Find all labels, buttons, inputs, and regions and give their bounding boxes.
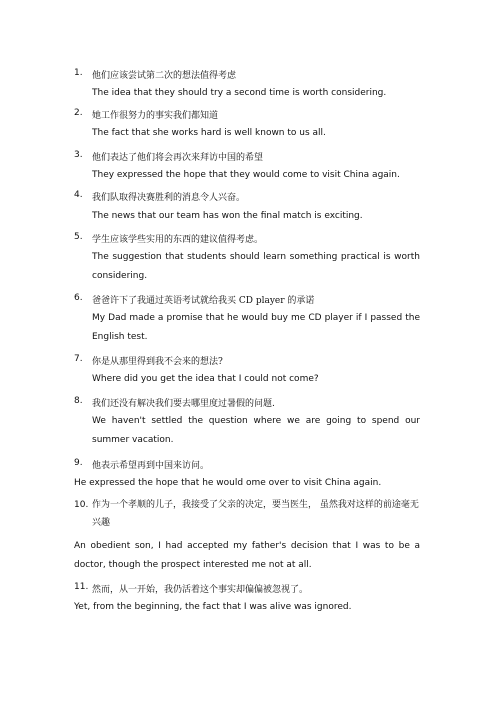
chinese-sentence: 你是从那里得到我不会来的想法?: [92, 357, 223, 367]
chinese-sentence: 然而，从一开始，我仍活着这个事实却偏偏被忽视了。: [92, 585, 309, 595]
item-number: 2.: [74, 108, 83, 118]
item-number: 11.: [74, 582, 89, 592]
chinese-sentence: 他表示希望再到中国来访问。: [92, 461, 210, 471]
english-sentence: The idea that they should try a second time is worth considering.: [92, 88, 387, 98]
english-sentence: The fact that she works hard is well known to us all.: [92, 128, 326, 138]
item-number: 10.: [74, 500, 89, 510]
item-number: 7.: [74, 354, 83, 364]
chinese-sentence: 爸爸许下了我通过英语考试就给我买 CD player 的承诺: [92, 296, 315, 306]
chinese-sentence: 他们应该尝试第二次的想法值得考虑: [92, 71, 237, 81]
english-sentence: The suggestion that students should learn something practical is worth considering.: [92, 252, 420, 281]
item-number: 6.: [74, 293, 83, 303]
chinese-sentence: 我们队取得决赛胜利的消息令人兴奋。: [92, 193, 246, 203]
english-sentence: The news that our team has won the final match is exciting.: [92, 211, 363, 221]
item-number: 3.: [74, 150, 83, 160]
item-number: 4.: [74, 190, 83, 200]
item-number: 8.: [74, 396, 83, 406]
chinese-sentence: 她工作很努力的事实我们都知道: [92, 111, 219, 121]
item-number: 1.: [74, 68, 83, 78]
english-sentence: An obedient son, I had accepted my father's decision that I was to be a doctor, though the prospect interested me not at all.: [74, 541, 420, 570]
english-sentence: They expressed the hope that they would come to visit China again.: [92, 170, 400, 180]
chinese-sentence: 我们还没有解决我们要去哪里度过暑假的问题.: [92, 399, 275, 409]
english-sentence: Where did you get the idea that I could not come?: [92, 374, 319, 384]
english-sentence: Yet, from the beginning, the fact that I was alive was ignored.: [74, 602, 352, 612]
chinese-sentence: 他们表达了他们将会再次来拜访中国的希望: [92, 153, 264, 163]
english-sentence: My Dad made a promise that he would buy me CD player if I passed the English test.: [92, 313, 420, 342]
chinese-sentence: 作为一个孝顺的儿子，我接受了父亲的决定，要当医生， 虽然我对这样的前途毫无兴趣: [92, 500, 419, 528]
item-number: 9.: [74, 458, 83, 468]
item-number: 5.: [74, 232, 83, 242]
chinese-sentence: 学生应该学些实用的东西的建议值得考虑。: [92, 235, 264, 245]
english-sentence: We haven't settled the question where we are going to spend our summer vacation.: [92, 416, 420, 445]
english-sentence: He expressed the hope that he would ome over to visit China again.: [74, 478, 382, 488]
